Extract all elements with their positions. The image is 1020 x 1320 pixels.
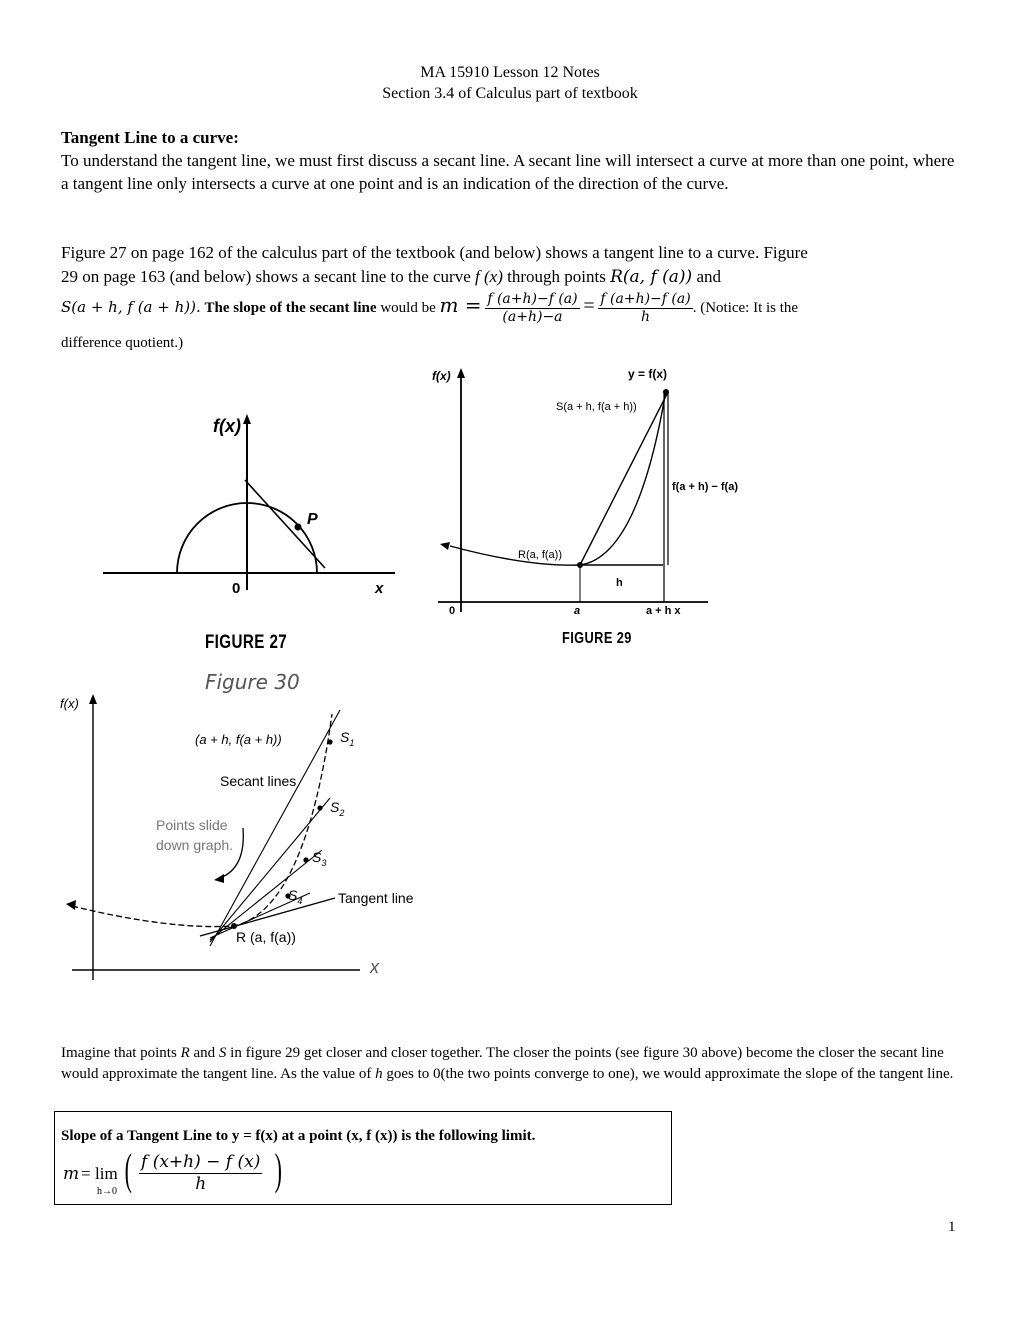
fig30-title: Figure 30 — [205, 670, 300, 694]
doc-title: MA 15910 Lesson 12 Notes — [420, 64, 600, 81]
fig30-slide-label-2: down graph. — [156, 837, 234, 853]
figure-27 — [95, 400, 405, 660]
fig30-secant-label: Secant lines — [220, 773, 297, 789]
fig29-secant-line — [580, 392, 668, 565]
figure-29 — [428, 362, 739, 622]
fig30-slide-arrow — [220, 828, 243, 878]
fig30-s1-label: $S_1$ — [340, 729, 355, 748]
fig30-point-s1 — [327, 739, 332, 744]
figure-text-line4: difference quotient.) — [61, 335, 184, 351]
fig29-point-r — [577, 562, 583, 568]
fig29-a-label: a — [574, 605, 581, 617]
fig30-left-arrow — [66, 900, 76, 910]
imagine-paragraph: Imagine that points R and S in figure 29 get closer and closer together. The closer the points (see figure 30 above) become the closer the secant line would approximate the tangent line. As the value of h goes to 0(the two points converge to one), we would approximate the slope of the tangent line. — [61, 1045, 954, 1082]
section-title: Tangent Line to a curve: — [61, 128, 239, 147]
definition-box: Slope of a Tangent Line to y = f(x) at a point (x, f (x)) is the following limit. m = lim h→0 ( $\frac{f (x+h) - f (x)}{h}$ ) — [54, 1111, 672, 1205]
fig30-top-point-label: (a + h, f(a + h)) — [195, 732, 282, 747]
fig29-point-s — [663, 389, 669, 395]
fig30-point-s3 — [303, 857, 308, 862]
fig30-secant-s2 — [210, 798, 330, 942]
fig30-slide-label-1: Points slide — [156, 817, 228, 833]
intro-paragraph: To understand the tangent line, we must first discuss a secant line. A secant line will intersect a curve at more than one point, where a tangent line only intersects a curve at one point and is an indication of the direction of the curve. — [61, 151, 955, 193]
fig29-r-label: R(a, f(a)) — [518, 549, 562, 561]
figure-text-line1: Figure 27 on page 162 of the calculus part of the textbook (and below) shows a tangent line to a curve. Figure — [61, 243, 808, 262]
limit-fraction: $\frac{f (x+h) - f (x)}{h}$ — [141, 1152, 261, 1194]
secant-slope-fraction-1: $\frac{f (a+h)-f (a)}{(a+h)-a}$ — [487, 291, 578, 325]
fig29-caption: FIGURE 29 — [562, 630, 632, 647]
figure-text-line2: 29 on page 163 (and below) shows a secant line to the curve f (x) through points R(a, f (a)) and — [61, 267, 721, 287]
fig27-p-label: P — [307, 511, 318, 528]
fig29-ah-label: a + h x — [646, 605, 681, 617]
fig29-origin-label: 0 — [449, 605, 456, 617]
fig29-curve — [450, 390, 666, 565]
fig30-y-arrow — [89, 694, 97, 704]
page-number: 1 — [948, 1219, 956, 1235]
figure-30 — [60, 690, 430, 990]
fig30-x-label: x — [370, 957, 379, 977]
fig29-diff-label: f(a + h) − f(a) — [672, 481, 739, 493]
fig30-r-label: R (a, f(a)) — [236, 929, 296, 945]
fig30-y-label: f(x) — [60, 696, 79, 711]
fig29-h-label: h — [616, 577, 623, 589]
fig29-left-arrow — [440, 542, 450, 550]
fig30-s3-label: $S_3$ — [312, 849, 327, 868]
figure-text-line3: S(a + h, f (a + h)). The slope of the secant line would be m = $\frac{f (a+h)-f (a)}{(a+h)-a}$ = $\frac{f (a+h)-f (a)}{h}$ . (Notice: It is the — [61, 291, 799, 325]
fig27-origin-label: 0 — [232, 580, 241, 597]
definition-title: Slope of a Tangent Line to y = f(x) at a point (x, f (x)) is the following limit. — [61, 1128, 536, 1144]
fig27-x-label: x — [375, 580, 384, 597]
fig30-point-s2 — [317, 805, 322, 810]
left-paren: ( — [124, 1145, 132, 1194]
fig29-s-label: S(a + h, f(a + h)) — [556, 401, 637, 413]
fig29-curve-label: y = f(x) — [628, 367, 668, 381]
fig27-y-arrow — [243, 414, 251, 424]
fig29-y-arrow — [457, 368, 465, 378]
fig29-y-label: f(x) — [432, 369, 451, 383]
fig27-caption: FIGURE 27 — [205, 632, 288, 653]
fig27-y-label: f(x) — [213, 416, 241, 436]
secant-slope-fraction-2: $\frac{f (a+h)-f (a)}{h}$ — [600, 291, 691, 325]
fig30-tangent-label: Tangent line — [338, 890, 414, 906]
fig30-slide-arrowhead — [214, 874, 224, 883]
doc-subtitle: Section 3.4 of Calculus part of textbook — [382, 85, 638, 102]
fig27-point-p — [295, 524, 302, 531]
fig30-s4-label: $S_4$ — [288, 887, 303, 906]
fig30-s2-label: $S_2$ — [330, 799, 345, 818]
right-paren: ) — [274, 1145, 282, 1194]
